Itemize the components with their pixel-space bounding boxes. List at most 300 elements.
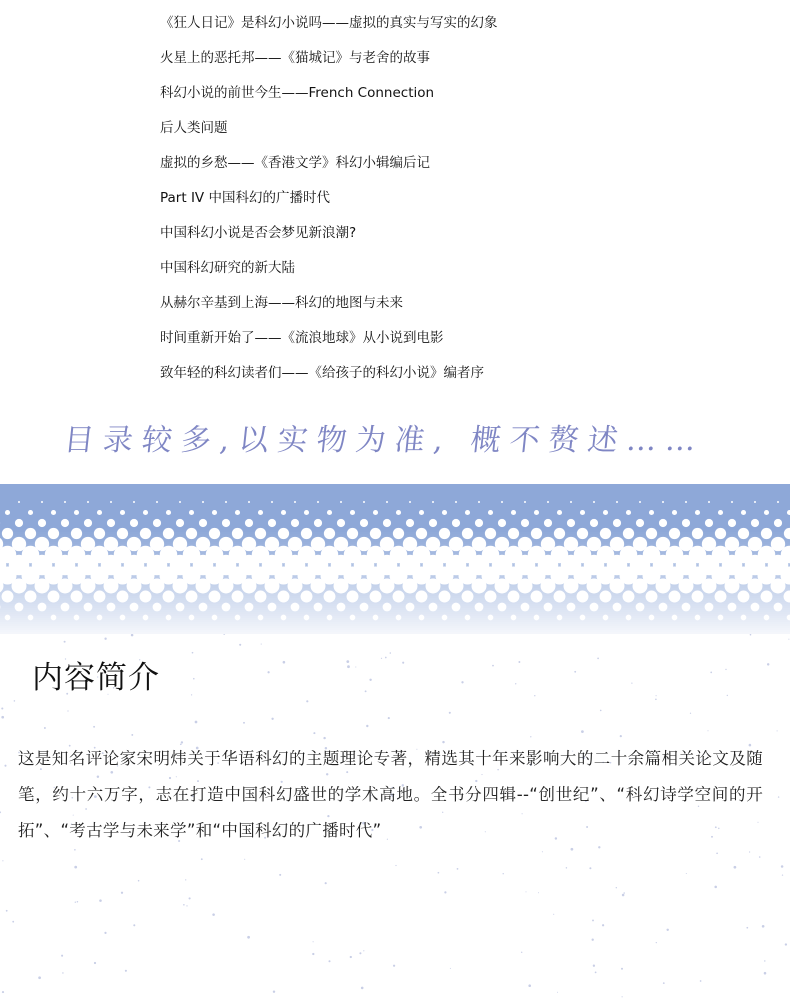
halftone-dot [741,615,747,621]
halftone-dot [186,591,198,603]
speckle-dot [700,980,702,982]
speckle-dot [94,962,96,964]
speckle-dot [581,730,584,733]
halftone-dot [337,519,345,527]
speckle-dot [686,873,687,874]
halftone-dot [245,519,253,527]
halftone-dot [524,501,526,503]
halftone-dot [202,501,204,503]
speckle-dot [566,867,567,868]
halftone-dot [672,615,678,621]
speckle-dot [444,891,446,893]
halftone-dot [301,591,313,603]
halftone-dot [35,579,50,594]
halftone-dot [304,615,310,621]
halftone-dot [488,510,493,515]
halftone-dot [235,615,241,621]
speckle-dot [622,894,625,897]
halftone-dot [383,519,391,527]
halftone-dot [97,510,102,515]
halftone-dot [350,510,355,515]
halftone-dot [587,579,602,594]
speckle-dot [189,897,191,899]
halftone-dot [97,615,103,621]
speckle-dot [261,644,262,645]
speckle-dot [44,727,46,729]
halftone-dot [475,603,484,612]
halftone-dot [94,591,106,603]
toc-item: 中国科幻研究的新大陆 [160,260,295,276]
speckle-dot [74,866,77,869]
speckle-dot [616,887,617,888]
halftone-dot [442,510,447,515]
halftone-dot [409,501,411,503]
speckle-dot [133,924,135,926]
speckle-dot [557,992,558,993]
halftone-dot [669,591,681,603]
speckle-dot [710,672,712,674]
halftone-dot [235,510,240,515]
speckle-dot [283,661,286,664]
halftone-dot [544,603,553,612]
speckle-dot [600,710,602,712]
halftone-dot [662,501,664,503]
halftone-dot [84,519,92,527]
halftone-dot [452,519,460,527]
halftone-dot [590,519,598,527]
halftone-dot [71,591,83,603]
halftone-dot [626,615,632,621]
halftone-dot [452,603,461,612]
halftone-dot [534,615,540,621]
halftone-dot [600,591,612,603]
halftone-dot [439,591,451,603]
speckle-dot [714,886,717,889]
speckle-dot [764,960,765,961]
halftone-dot [623,591,635,603]
halftone-dot [557,615,563,621]
halftone-dot [2,528,13,539]
toc-item: 从赫尔辛基到上海——科幻的地图与未来 [160,295,403,311]
halftone-dot [281,510,286,515]
speckle-dot [778,796,779,797]
halftone-dot [564,579,579,594]
halftone-dot [199,519,207,527]
halftone-dot [449,579,464,594]
halftone-dot [143,615,149,621]
halftone-dot [685,501,687,503]
speckle-dot [104,932,106,934]
halftone-dot [51,615,57,621]
speckle-dot [631,682,632,683]
halftone-dot [324,528,335,539]
halftone-dot [314,519,322,527]
halftone-dot [51,510,56,515]
speckle-dot [449,712,451,714]
halftone-dot [127,579,142,594]
halftone-dot [531,528,542,539]
halftone-dot [508,528,519,539]
halftone-dot [212,615,218,621]
halftone-dot [416,528,427,539]
halftone-dot [166,615,172,621]
speckle-dot [125,970,127,972]
halftone-dot [636,519,644,527]
speckle-dot [64,641,66,643]
halftone-dot [74,615,80,621]
speckle-dot [350,956,352,958]
halftone-dot [219,579,234,594]
halftone-dot [15,519,23,527]
halftone-dot [465,510,470,515]
halftone-dot [48,528,59,539]
halftone-dot [590,603,599,612]
halftone-dot [403,579,418,594]
speckle-dot [785,943,787,945]
halftone-dot [12,579,27,594]
speckle-dot [515,683,516,684]
speckle-dot [138,880,140,882]
halftone-dot [242,579,257,594]
halftone-dot [695,615,701,621]
halftone-dot [439,528,450,539]
intro-paragraph: 这是知名评论家宋明炜关于华语科幻的主题理论专著，精选其十年来影响大的二十余篇相关论文及随笔，约十六万字，志在打造中国科幻盛世的学术高地。全书分四辑--“创世纪”、“科幻诗学空间的开拓”、“考古学与未来学”和“中国科幻的广播时代” [18,749,763,840]
speckle-dot [457,868,459,870]
speckle-dot [1,707,3,709]
speckle-dot [191,694,192,695]
halftone-dot [406,519,414,527]
halftone-dot [718,615,724,621]
halftone-dot [248,501,250,503]
speckle-dot [538,892,539,893]
speckle-dot [663,982,665,984]
halftone-dot [173,579,188,594]
halftone-dot [71,528,82,539]
halftone-dot [347,528,358,539]
halftone-dot [84,603,93,612]
halftone-dot [728,603,737,612]
speckle-dot [788,639,789,640]
halftone-dot [636,603,645,612]
halftone-dot [741,510,746,515]
halftone-dot [327,510,332,515]
halftone-dot [81,579,96,594]
halftone-divider [0,484,790,634]
halftone-dot [751,519,759,527]
halftone-dot [18,501,20,503]
speckle-dot [61,955,63,957]
speckle-dot [313,941,314,942]
speckle-dot [595,972,597,974]
speckle-dot [185,879,186,880]
halftone-dot [28,615,34,621]
halftone-dot [738,591,750,603]
speckle-dot [273,990,275,992]
toc-item: 火星上的恶托邦——《猫城记》与老舍的故事 [160,50,430,66]
halftone-dot [199,603,208,612]
halftone-dot [373,615,379,621]
halftone-dot [189,615,195,621]
halftone-dot [498,603,507,612]
halftone-dot [544,519,552,527]
halftone-dot [396,510,401,515]
halftone-dot [386,501,388,503]
halftone-dot [501,501,503,503]
halftone-dot [495,579,510,594]
speckle-dot [602,924,604,926]
halftone-dot [406,603,415,612]
halftone-dot [291,603,300,612]
speckle-dot [381,658,382,659]
halftone-dot [554,591,566,603]
toc-item: 时间重新开始了——《流浪地球》从小说到电影 [160,330,444,346]
speckle-dot [361,987,364,990]
halftone-dot [429,603,438,612]
speckle-dot [749,851,750,852]
halftone-dot [222,603,231,612]
halftone-dot [212,510,217,515]
halftone-dot [751,603,760,612]
speckle-dot [518,661,520,663]
halftone-dot [485,591,497,603]
halftone-dot [255,591,267,603]
speckle-dot [183,904,185,906]
halftone-dot [94,528,105,539]
halftone-dot [232,528,243,539]
halftone-dot [58,579,73,594]
halftone-dot [511,615,517,621]
halftone-dot [498,519,506,527]
halftone-dot [133,501,135,503]
halftone-dot [603,615,609,621]
halftone-dot [682,519,690,527]
halftone-dot [715,591,727,603]
speckle-dot [201,858,203,860]
speckle-dot [325,882,327,884]
halftone-dot [5,615,11,621]
halftone-dot [130,519,138,527]
halftone-dot [209,591,221,603]
speckle-dot [239,644,241,646]
halftone-dot [156,501,158,503]
halftone-dot [120,615,126,621]
halftone-dot [725,579,740,594]
halftone-dot [610,579,625,594]
halftone-dot [140,591,152,603]
halftone-dot [593,501,595,503]
halftone-dot [692,528,703,539]
halftone-dot [327,615,333,621]
halftone-dot [363,501,365,503]
speckle-dot [492,665,494,667]
halftone-dot [748,579,763,594]
halftone-dot [774,519,782,527]
speckle-dot [347,665,350,668]
halftone-dot [120,510,125,515]
halftone-dot [679,579,694,594]
speckle-dot [75,902,76,903]
halftone-dot [672,510,677,515]
halftone-dot [649,510,654,515]
halftone-dot [616,501,618,503]
halftone-dot [541,579,556,594]
halftone-dot [649,615,655,621]
halftone-dot [567,603,576,612]
speckle-dot [503,873,504,874]
halftone-dot [38,603,47,612]
halftone-dot [718,510,723,515]
halftone-dot [288,579,303,594]
halftone-dot [695,510,700,515]
halftone-dot [603,510,608,515]
halftone-dot [465,615,471,621]
halftone-dot [176,603,185,612]
halftone-dot [419,615,425,621]
halftone-dot [278,528,289,539]
section-title: 内容简介 [32,660,160,696]
halftone-dot [419,510,424,515]
halftone-dot [350,615,356,621]
speckle-dot [690,713,691,714]
halftone-dot [393,591,405,603]
halftone-dot [705,519,713,527]
speckle-dot [12,921,14,923]
halftone-dot [5,510,10,515]
halftone-dot [633,579,648,594]
halftone-dot [455,501,457,503]
speckle-dot [438,872,440,874]
halftone-dot [110,501,112,503]
speckle-dot [621,968,623,970]
halftone-dot [225,501,227,503]
halftone-dot [278,591,290,603]
halftone-dot [153,519,161,527]
speckle-dot [0,811,1,813]
speckle-dot [666,929,668,931]
halftone-dot [485,528,496,539]
halftone-dot [294,501,296,503]
toc-item: 《狂人日记》是科幻小说吗——虚拟的真实与写实的幻象 [160,15,498,31]
halftone-dot [429,519,437,527]
halftone-dot [265,579,280,594]
speckle-dot [395,865,396,866]
speckle-dot [195,721,198,724]
speckle-dot [620,735,622,737]
toc-item: 致年轻的科幻读者们——《给孩子的科幻小说》编者序 [160,365,484,381]
speckle-dot [93,726,95,728]
speckle-dot [388,717,390,719]
speckle-dot [592,939,594,941]
speckle-dot [656,695,657,696]
halftone-dot [189,510,194,515]
halftone-dot [61,519,69,527]
speckle-dot [782,874,783,875]
speckle-dot [656,942,657,943]
halftone-dot [41,501,43,503]
speckle-dot [67,710,68,711]
halftone-dot [472,579,487,594]
halftone-dot [209,528,220,539]
speckle-dot [528,984,531,987]
toc-item: 科幻小说的前世今生——French Connection [160,85,435,101]
halftone-dot [771,579,786,594]
speckle-dot [574,671,576,673]
speckle-dot [74,849,76,851]
halftone-dot [600,528,611,539]
halftone-dot [554,528,565,539]
speckle-dot [767,663,769,665]
speckle-dot [764,972,767,975]
halftone-dot [334,579,349,594]
speckle-dot [223,634,225,635]
halftone-dot [613,603,622,612]
speckle-dot [306,700,308,702]
speckle-dot [323,737,325,739]
halftone-dot [163,591,175,603]
speckle-dot [759,856,761,858]
halftone-dot [311,579,326,594]
halftone-dot [2,591,14,603]
speckle-dot [186,905,187,906]
halftone-dot [370,528,381,539]
speckle-dot [402,662,404,664]
halftone-dot [140,528,151,539]
speckle-dot [542,851,543,852]
halftone-dot [373,510,378,515]
speckle-dot [363,950,364,951]
speckle-dot [369,679,371,681]
speckle-dot [121,892,123,894]
halftone-dot [74,510,79,515]
halftone-dot [25,591,37,603]
speckle-dot [725,669,726,670]
speckle-dot [461,681,463,683]
halftone-dot [731,501,733,503]
speckle-dot [131,734,133,736]
halftone-dot [432,501,434,503]
halftone-dot [577,528,588,539]
speckle-dot [589,867,591,869]
halftone-dot [557,510,562,515]
halftone-dot [117,591,129,603]
halftone-dot [669,528,680,539]
halftone-dot [104,579,119,594]
halftone-dot [222,519,230,527]
halftone-dot [442,615,448,621]
halftone-dot [702,579,717,594]
halftone-dot [245,603,254,612]
halftone-dot [426,579,441,594]
halftone-dot [48,591,60,603]
halftone-dot [646,591,658,603]
halftone-dot [547,501,549,503]
speckle-dot [385,657,387,659]
speckle-dot [346,660,349,663]
halftone-dot [511,510,516,515]
speckle-dot [6,910,8,912]
halftone-dot [281,615,287,621]
halftone-dot [87,501,89,503]
speckle-dot [727,695,728,696]
speckle-dot [593,965,595,967]
halftone-dot [534,510,539,515]
toc-item: 虚拟的乡愁——《香港文学》科幻小辑编后记 [160,155,430,171]
speckle-dot [77,901,79,903]
halftone-dot [61,603,70,612]
halftone-dot [186,528,197,539]
speckle-dot [104,638,106,640]
halftone-dot [304,510,309,515]
